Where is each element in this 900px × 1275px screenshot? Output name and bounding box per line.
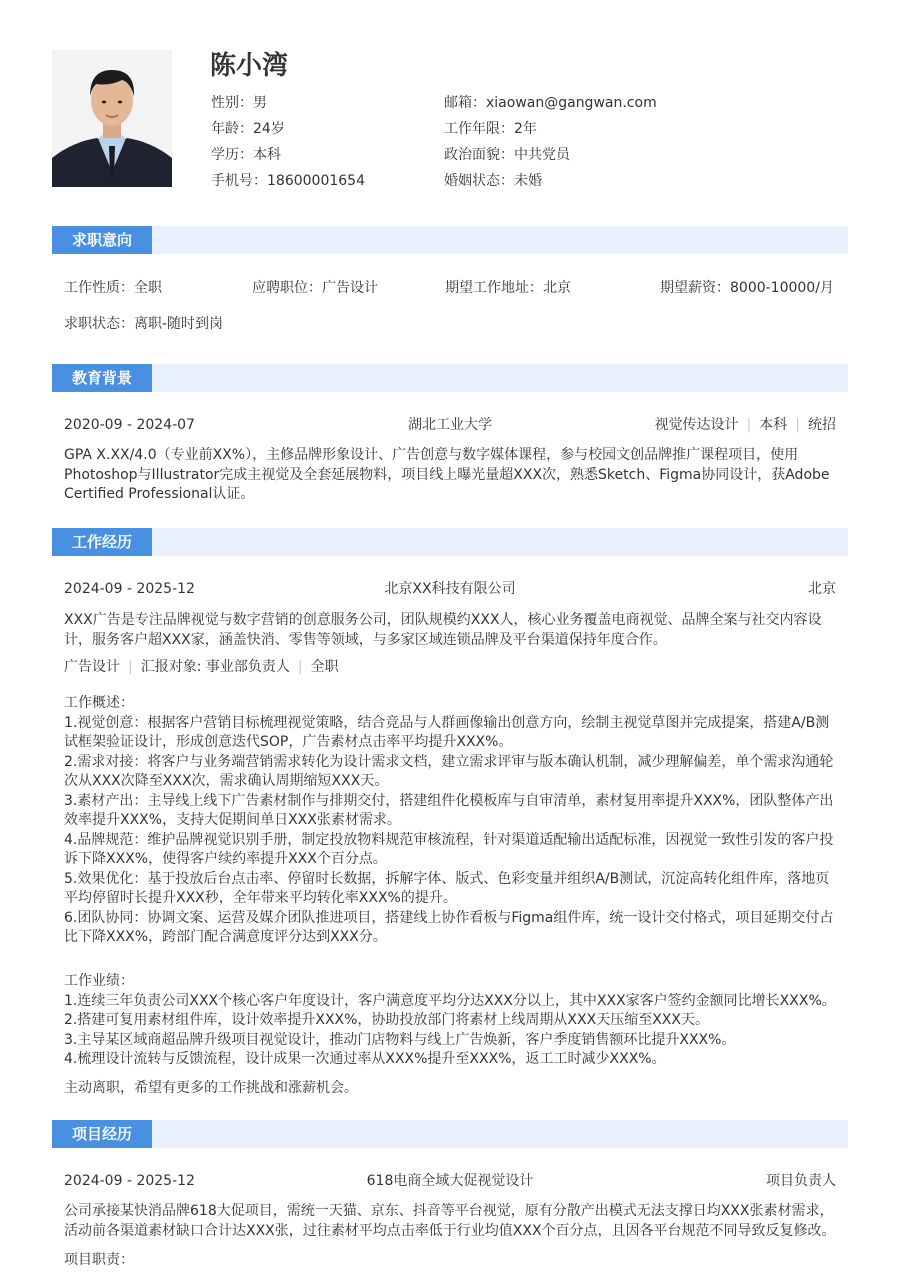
project-duty-title: 项目职责： bbox=[64, 1252, 134, 1268]
intent-salary-value: 8000-10000/月 bbox=[730, 280, 834, 296]
marital-value: 未婚 bbox=[514, 173, 542, 189]
candidate-name: 陈小湾 bbox=[210, 51, 289, 81]
intent-status-value: 离职-随时到岗 bbox=[134, 316, 224, 332]
marital-label: 婚姻状态： bbox=[444, 173, 514, 189]
list-item: 1.视觉创意：根据客户营销目标梳理视觉策略，结合竞品与人群画像输出创意方向，绘制主视觉草图并完成提案，搭建A/B测试框架验证设计，形成创意迭代SOP，广告素材点击率平均提升XXX%。 bbox=[64, 714, 830, 750]
intent-status bbox=[64, 314, 223, 334]
education-details bbox=[560, 415, 836, 435]
education-level-row bbox=[211, 145, 281, 165]
section-work bbox=[52, 528, 848, 556]
intent-type-value: 全职 bbox=[134, 280, 162, 296]
education-period: 2020-09 - 2024-07 bbox=[64, 417, 195, 433]
intent-position-value: 广告设计 bbox=[322, 280, 378, 296]
section-title: 项目经历 bbox=[52, 1120, 152, 1148]
project-name: 618电商全域大促视觉设计 bbox=[366, 1173, 534, 1189]
divider: | bbox=[795, 417, 800, 433]
avatar-photo bbox=[52, 50, 172, 187]
work-overview bbox=[64, 694, 836, 948]
marital-row bbox=[444, 171, 542, 191]
intent-salary bbox=[660, 278, 834, 298]
email-value: xiaowan@gangwan.com bbox=[486, 95, 657, 111]
project-role: 项目负责人 bbox=[766, 1173, 836, 1189]
work-report: 汇报对象: 事业部负责人 bbox=[140, 659, 290, 675]
list-item: 1.连续三年负责公司XXX个核心客户年度设计，客户满意度平均分达XXX分以上，其中XXX家客户签约金额同比增长XXX%。 bbox=[64, 992, 836, 1009]
degree: 本科 bbox=[759, 417, 788, 433]
section-education bbox=[52, 364, 848, 392]
work-years-value: 2年 bbox=[514, 121, 537, 137]
age-label: 年龄： bbox=[211, 121, 253, 137]
section-title: 教育背景 bbox=[52, 364, 152, 392]
email-label: 邮箱： bbox=[444, 95, 486, 111]
work-achievements bbox=[64, 972, 836, 1070]
divider: | bbox=[128, 659, 133, 675]
leave-reason: 主动离职，希望有更多的工作挑战和涨薪机会。 bbox=[64, 1080, 358, 1096]
work-tags bbox=[64, 657, 339, 677]
major: 视觉传达设计 bbox=[654, 417, 739, 433]
company-intro: XXX广告是专注品牌视觉与数字营销的创意服务公司，团队规模约XXX人，核心业务覆盖电商视觉、品牌全案与社交内容设计，服务客户超XXX家，涵盖快消、零售等领域，与多家区域连锁品牌及平台渠道保持年度合作。 bbox=[64, 612, 822, 648]
intent-position-label: 应聘职位： bbox=[252, 280, 322, 296]
phone-row bbox=[211, 171, 365, 191]
education-description: GPA X.XX/4.0（专业前XX%），主修品牌形象设计、广告创意与数字媒体课程，参与校园文创品牌推广课程项目，使用Photoshop与Illustrator完成主视觉及全套延展物料，项目线上曝光量超XXX次，熟悉Sketch、Figma协同设计，获Adobe Certified Professional认证。 bbox=[64, 447, 830, 502]
gender-label: 性别： bbox=[211, 95, 253, 111]
project-period: 2024-09 - 2025-12 bbox=[64, 1173, 195, 1189]
work-years-label: 工作年限： bbox=[444, 121, 514, 137]
person-portrait-icon bbox=[52, 50, 172, 187]
intent-type bbox=[64, 278, 162, 298]
work-kind: 全职 bbox=[310, 659, 339, 675]
intent-type-label: 工作性质： bbox=[64, 280, 134, 296]
education-level-value: 本科 bbox=[253, 147, 281, 163]
list-item: 2.需求对接：将客户与业务端营销需求转化为设计需求文档，建立需求评审与版本确认机制，减少理解偏差，单个需求沟通轮次从XXX次降至XXX次，需求确认周期缩短XXX天。 bbox=[64, 753, 834, 789]
project-description: 公司承接某快消品牌618大促项目，需统一天猫、京东、抖音等平台视觉，原有分散产出模式无法支撑日均XXX张素材需求，活动前各渠道素材缺口合计达XXX张，过往素材平均点击率低于行业均值XXX个百分点，且因各平台规范不同导致反复修改。 bbox=[64, 1203, 836, 1239]
list-item: 4.梳理设计流转与反馈流程，设计成果一次通过率从XXX%提升至XXX%，返工工时减少XXX%。 bbox=[64, 1051, 666, 1067]
intent-location-value: 北京 bbox=[543, 280, 571, 296]
phone-label: 手机号： bbox=[211, 173, 267, 189]
section-job-intent bbox=[52, 226, 848, 254]
company-name: 北京XX科技有限公司 bbox=[384, 581, 516, 597]
divider: | bbox=[746, 417, 752, 433]
intent-location bbox=[445, 278, 571, 298]
list-item: 4.品牌规范：维护品牌视觉识别手册，制定投放物料规范审核流程，针对渠道适配输出适配标准，因视觉一致性引发的客户投诉下降XXX%，使得客户续约率提升XXX个百分点。 bbox=[64, 831, 834, 867]
email-row bbox=[444, 93, 657, 113]
politics-row bbox=[444, 145, 570, 165]
intent-location-label: 期望工作地址： bbox=[445, 280, 543, 296]
list-item: 3.主导某区域商超品牌升级项目视觉设计，推动门店物料与线上广告焕新，客户季度销售额环比提升XXX%。 bbox=[64, 1031, 736, 1048]
age-value: 24岁 bbox=[253, 121, 285, 137]
work-city: 北京 bbox=[808, 581, 836, 597]
work-role: 广告设计 bbox=[64, 659, 120, 675]
section-project bbox=[52, 1120, 848, 1148]
gender-row bbox=[211, 93, 267, 113]
work-years-row bbox=[444, 119, 537, 139]
gender-value: 男 bbox=[253, 95, 267, 111]
age-row bbox=[211, 119, 285, 139]
list-item: 2.搭建可复用素材组件库，设计效率提升XXX%，协助投放部门将素材上线周期从XXX天压缩至XXX天。 bbox=[64, 1012, 709, 1028]
section-title: 工作经历 bbox=[52, 528, 152, 556]
intent-salary-label: 期望薪资： bbox=[660, 280, 730, 296]
politics-label: 政治面貌： bbox=[444, 147, 514, 163]
divider: | bbox=[297, 659, 303, 675]
work-period: 2024-09 - 2025-12 bbox=[64, 581, 195, 597]
intent-status-label: 求职状态： bbox=[64, 316, 134, 332]
school-name: 湖北工业大学 bbox=[408, 417, 492, 433]
list-item: 6.团队协同：协调文案、运营及媒介团队推进项目，搭建线上协作看板与Figma组件库，统一设计交付格式，项目延期交付占比下降XXX%，跨部门配合满意度评分达到XXX分。 bbox=[64, 909, 834, 945]
work-achievements-title: 工作业绩： bbox=[64, 973, 134, 989]
work-overview-title: 工作概述： bbox=[64, 695, 134, 711]
list-item: 3.素材产出：主导线上线下广告素材制作与排期交付，搭建组件化模板库与自审清单，素材复用率提升XXX%，团队整体产出效率提升XXX%，支持大促期间单日XXX张素材需求。 bbox=[64, 792, 834, 828]
list-item: 5.效果优化：基于投放后台点击率、停留时长数据，拆解字体、版式、色彩变量并组织A/B测试，沉淀高转化组件库，落地页平均停留时长提升XXX秒，全年带来平均转化率XXX%的提升。 bbox=[64, 870, 830, 906]
phone-value: 18600001654 bbox=[267, 173, 365, 189]
education-level-label: 学历： bbox=[211, 147, 253, 163]
intent-position bbox=[252, 278, 378, 298]
study-mode: 统招 bbox=[808, 417, 836, 433]
section-title: 求职意向 bbox=[52, 226, 152, 254]
politics-value: 中共党员 bbox=[514, 147, 570, 163]
